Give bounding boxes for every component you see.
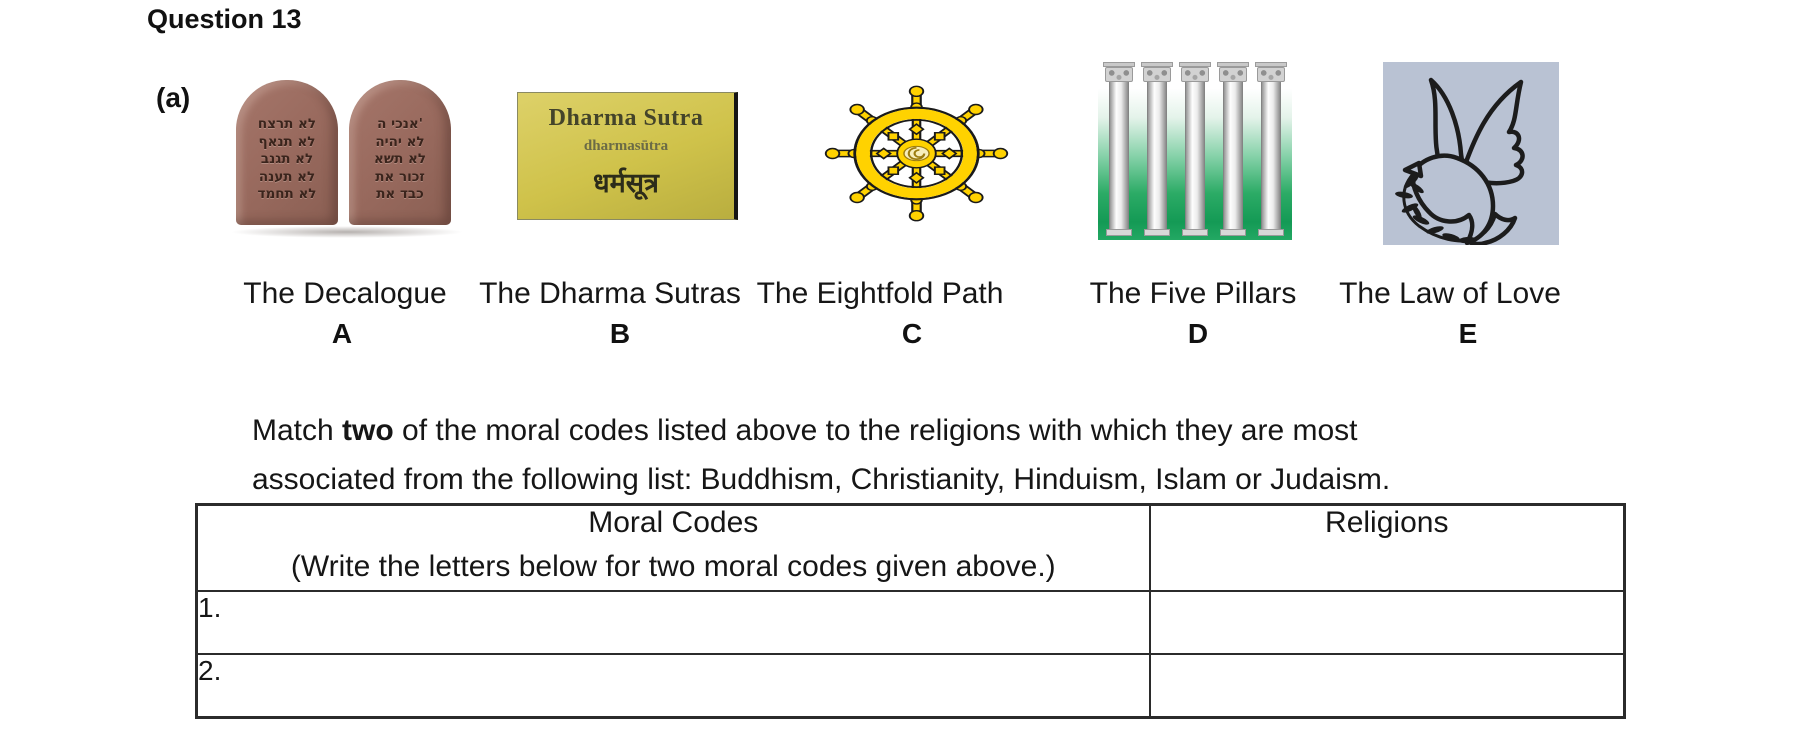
instruction-line1: of the moral codes listed above to the religions with which they are most	[393, 414, 1358, 447]
label-the-eightfold-path: The Eightfold Path	[756, 277, 1004, 310]
religion-answer-cell-1[interactable]	[1150, 591, 1625, 654]
moral-code-answer-cell-2[interactable]: 2.	[197, 654, 1150, 718]
moral-codes-header: Moral Codes	[588, 506, 759, 539]
tablet-text-line: כבד את	[376, 186, 424, 202]
table-row-2	[197, 654, 1625, 718]
instruction-line2: associated from the following list: Buddhism, Christianity, Hinduism, Islam or Judaism.	[252, 463, 1391, 496]
instruction-text	[252, 406, 1572, 504]
table-row-1	[197, 591, 1625, 654]
dove-olive-branch-icon	[1383, 62, 1559, 245]
pillar	[1103, 62, 1135, 236]
instruction-lead: Match	[252, 414, 343, 447]
religion-answer-cell-2[interactable]	[1150, 654, 1625, 718]
moral-codes-header-cell	[197, 505, 1150, 592]
dharma-sutra-plaque-image	[517, 92, 738, 220]
letter-c: C	[901, 318, 923, 349]
tablet-text-line: אנכי ה'	[377, 116, 423, 132]
plaque-devanagari-text: धर्मसूत्र	[593, 168, 659, 198]
pillar	[1217, 62, 1249, 236]
pillar	[1141, 62, 1173, 236]
label-the-five-pillars: The Five Pillars	[1089, 277, 1297, 310]
label-the-decalogue: The Decalogue	[243, 277, 447, 310]
religions-header-cell: Religions	[1150, 505, 1625, 592]
tablet-text-line: לא תחמד	[257, 186, 317, 202]
tablet-text-line: לא יהיה	[375, 133, 425, 150]
tablet-text-line: לא תשא	[374, 151, 426, 167]
tablet-left	[236, 80, 338, 225]
label-the-dharma-sutras: The Dharma Sutras	[479, 277, 741, 310]
five-pillars-image	[1098, 60, 1292, 240]
letter-d: D	[1187, 318, 1209, 349]
question-title: Question 13	[147, 4, 302, 34]
tablet-text-line: לא תרצח	[257, 116, 317, 132]
letter-a: A	[331, 318, 353, 349]
tablet-text-line: לא תענה	[258, 168, 316, 185]
table-header-row	[197, 505, 1625, 592]
plaque-title: Dharma Sutra	[548, 105, 704, 131]
dharma-wheel-icon	[820, 82, 1013, 225]
label-the-law-of-love: The Law of Love	[1339, 277, 1561, 310]
pillar	[1179, 62, 1211, 236]
answer-table	[195, 503, 1626, 719]
tablet-text-line: לא תגנב	[260, 151, 314, 167]
part-a-label: (a)	[156, 82, 191, 113]
tablet-text-line: לא תנאף	[258, 133, 316, 150]
tablet-text-line: זכור את	[375, 168, 425, 185]
pillar	[1255, 62, 1287, 236]
instruction-emphasis: two	[342, 414, 394, 447]
moral-codes-subheader: (Write the letters below for two moral codes given above.)	[290, 550, 1056, 583]
letter-e: E	[1458, 318, 1478, 349]
letter-b: B	[609, 318, 631, 349]
moral-code-answer-cell-1[interactable]: 1.	[197, 591, 1150, 654]
tablet-right	[349, 80, 451, 225]
plaque-transliteration: dharmasūtra	[583, 138, 669, 154]
decalogue-tablets-image	[236, 80, 458, 236]
tablets-shadow	[230, 226, 464, 238]
